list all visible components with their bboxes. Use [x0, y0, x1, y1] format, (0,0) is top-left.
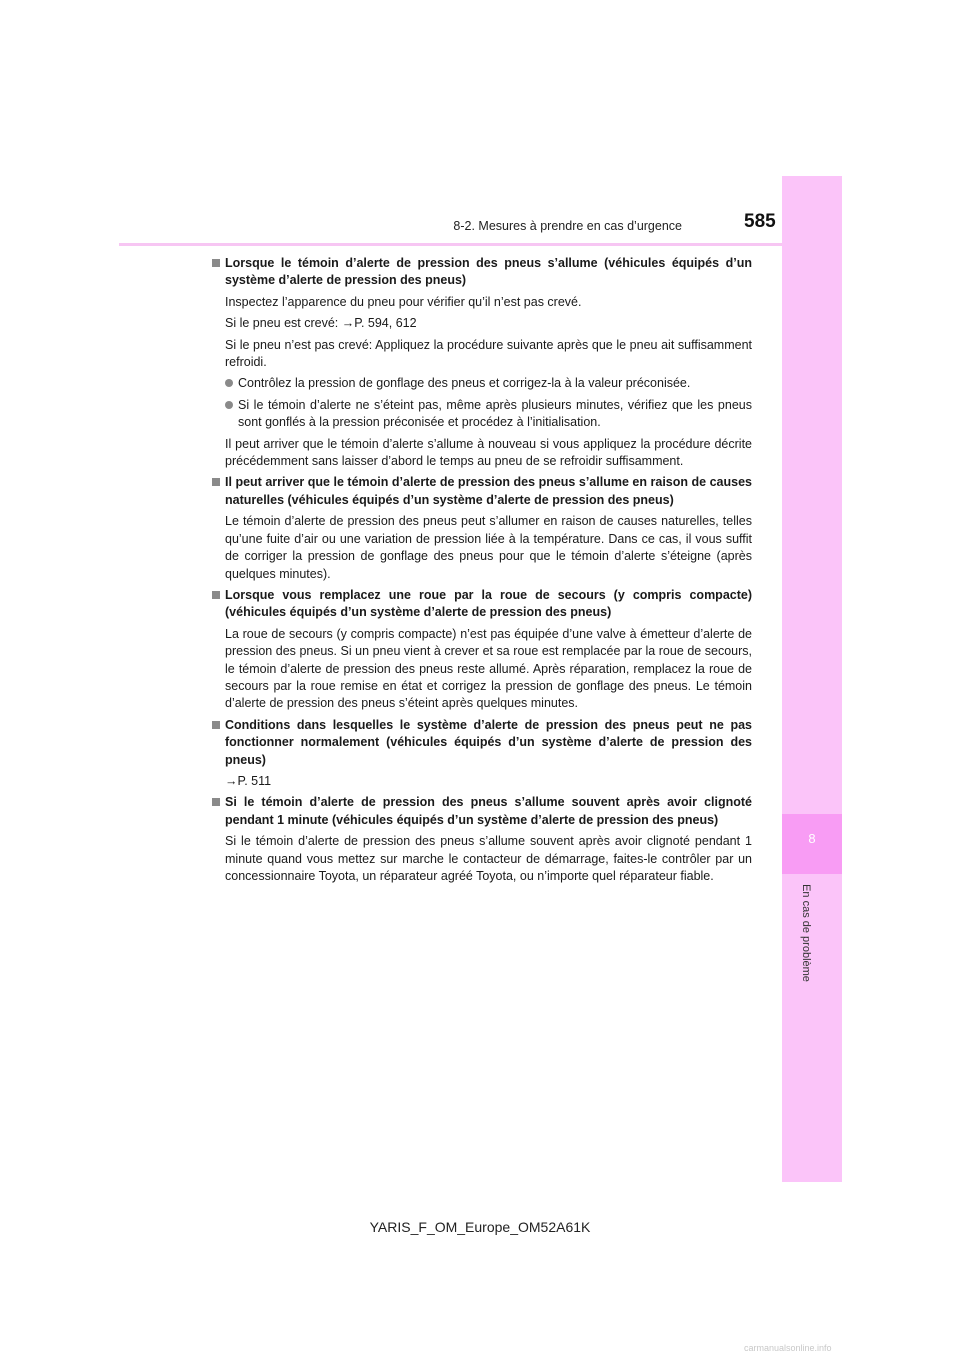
paragraph: Si le témoin d’alerte de pression des pneus s’allume souvent après avoir clignoté pendant 1 minute quand vous mettez sur marche le contacteur de démarrage, faites-le contrôler par un concessionnaire Toyota, un réparateur agréé Toyota, ou n’importe quel réparateur fiable.: [225, 834, 752, 883]
chapter-number: 8: [808, 831, 816, 846]
document-code: YARIS_F_OM_Europe_OM52A61K: [369, 1219, 591, 1235]
header-divider: [119, 243, 841, 246]
section-system-malfunction-conditions: [212, 717, 752, 791]
list-item: [212, 397, 752, 432]
list-item-text: Si le témoin d’alerte ne s’éteint pas, même après plusieurs minutes, vérifiez que les pneus sont gonflés à la pression préconisée et procédez à l’initialisation.: [238, 397, 752, 430]
paragraph: Inspectez l’apparence du pneu pour vérifier qu’il n’est pas crevé.: [225, 294, 582, 309]
square-bullet-icon: [212, 798, 220, 806]
main-content: [212, 255, 752, 889]
paragraph-cross-reference: →P. 511: [225, 773, 272, 788]
section-spare-wheel: [212, 587, 752, 713]
watermark: carmanualsonline.info: [744, 1343, 832, 1353]
square-bullet-icon: [212, 259, 220, 267]
square-bullet-icon: [212, 591, 220, 599]
circle-bullet-icon: [225, 379, 233, 387]
list-item-text: Contrôlez la pression de gonflage des pneus et corrigez-la à la valeur préconisée.: [238, 376, 691, 391]
section-frequent-warning: [212, 794, 752, 885]
square-bullet-icon: [212, 478, 220, 486]
section-heading: [212, 587, 752, 622]
chapter-title: En cas de problème: [800, 884, 812, 982]
paragraph: Il peut arriver que le témoin d’alerte s’allume à nouveau si vous appliquez la procédure décrite précédemment sans laisser d’abord le temps au pneu de se refroidir suffisamment.: [225, 436, 752, 469]
section-heading: [212, 717, 752, 769]
section-heading-text: Lorsque vous remplacez une roue par la roue de secours (y compris compacte) (véhicules équipés d’un système d’alerte de pression des pneus): [225, 587, 752, 620]
square-bullet-icon: [212, 721, 220, 729]
section-heading-text: Conditions dans lesquelles le système d’alerte de pression des pneus peut ne pas fonctionner normalement (véhicules équipés d’un système d’alerte de pression des pneus): [225, 717, 752, 767]
section-heading-text: Il peut arriver que le témoin d’alerte de pression des pneus s’allume en raison de causes naturelles (véhicules équipés d’un système d’alerte de pression des pneus): [225, 475, 752, 507]
page-number: 585: [744, 211, 776, 232]
section-natural-causes: [212, 474, 752, 582]
section-heading: [212, 794, 752, 829]
paragraph: La roue de secours (y compris compacte) n’est pas équipée d’une valve à émetteur d’alerte de pression des pneus. Si un pneu vient à crever et sa roue est remplacée par la roue de secours, le témoin d’alerte de pression des pneus reste allumé. Après réparation, remplacez la roue de secours par la roue remise en état et corrigez la pression de gonflage des pneus. Le témoin d’alerte de pression des pneus s’éteint après quelques minutes.: [225, 626, 752, 711]
chapter-side-tab: [782, 176, 842, 1182]
paragraph: Si le pneu n’est pas crevé: Appliquez la procédure suivante après que le pneu ait suffisamment refroidi.: [225, 337, 752, 370]
paragraph: Le témoin d’alerte de pression des pneus peut s’allumer en raison de causes naturelles, telles qu’une fuite d’air ou une variation de pression liée à la température. Dans ce cas, il vous suffit de corriger la pression de gonflage des pneus pour que le témoin d’alerte s’éteigne (après quelques minutes).: [225, 514, 752, 581]
section-heading-text: Si le témoin d’alerte de pression des pneus s’allume souvent après avoir clignoté pendant 1 minute (véhicules équipés d’un système d’alerte de pression des pneus): [225, 795, 752, 827]
section-heading-text: Lorsque le témoin d’alerte de pression des pneus s’allume (véhicules équipés d’un système d’alerte de pression des pneus): [225, 256, 752, 288]
section-tire-warning-on: [212, 255, 752, 470]
section-heading: [212, 474, 752, 509]
section-heading: [212, 255, 752, 290]
paragraph-cross-reference: Si le pneu est crevé: →P. 594, 612: [225, 316, 417, 331]
list-item: [212, 375, 752, 392]
section-title: 8-2. Mesures à prendre en cas d’urgence: [453, 219, 682, 233]
circle-bullet-icon: [225, 401, 233, 409]
